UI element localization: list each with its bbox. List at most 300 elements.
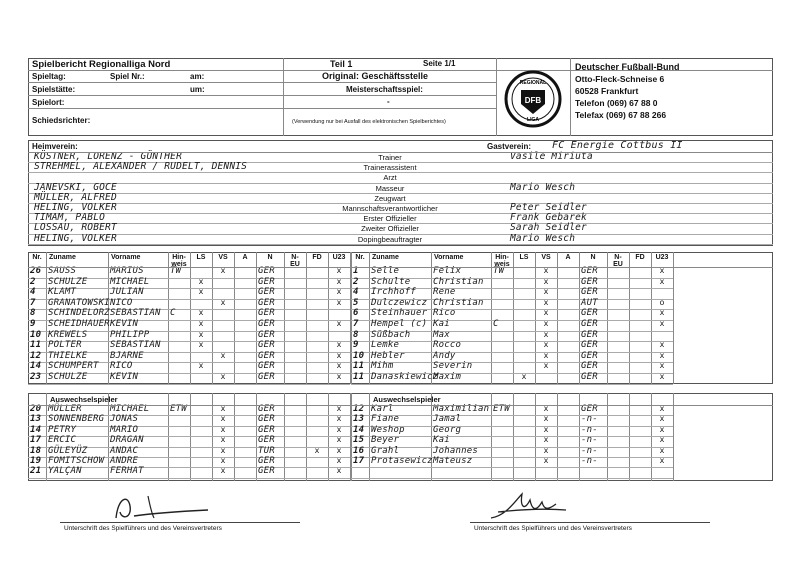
officials-header-line — [28, 152, 773, 153]
home-player-zuname: SCHUMPERT — [48, 361, 99, 372]
home-player-ls: x — [198, 319, 204, 328]
home-player-n: GER — [258, 276, 275, 287]
col-line — [369, 252, 370, 384]
home-player-vorname: DRAGAN — [110, 435, 144, 446]
col-line — [491, 252, 492, 384]
away-player-vorname: Kai — [433, 435, 450, 446]
home-player-fd: x — [314, 445, 320, 455]
home-player-vs: x — [220, 266, 226, 275]
away-player-u23: x — [659, 350, 665, 360]
col-header-hinweis: Hin- weis — [494, 254, 510, 268]
dfb-phone: Telefon (069) 67 88 0 — [575, 98, 658, 108]
dfb-street: Otto-Fleck-Schneise 6 — [575, 74, 665, 84]
away-official: Mario Wesch — [510, 181, 576, 193]
away-player-u23: x — [659, 266, 665, 275]
home-player-vorname: NICO — [110, 297, 133, 308]
col-line — [351, 252, 352, 384]
home-player-zuname: KLAMT — [48, 287, 77, 298]
away-player-u23: x — [659, 308, 665, 318]
home-player-n: GER — [258, 350, 275, 361]
home-player-nr: 4 — [30, 287, 36, 298]
home-player-vs: x — [220, 466, 226, 476]
away-player-n: GER — [581, 350, 598, 361]
home-player-ls: x — [198, 340, 204, 350]
col-line — [629, 252, 630, 384]
away-player-u23: x — [659, 445, 665, 455]
away-player-vs: x — [543, 424, 549, 434]
home-player-nr: 9 — [30, 319, 36, 329]
col-header-vs: VS — [218, 254, 228, 261]
home-player-vs: x — [220, 456, 226, 465]
logo-letters: DFB — [524, 96, 542, 105]
home-player-n: GER — [258, 404, 275, 414]
away-player-nr: 15 — [353, 435, 365, 446]
away-player-vorname: Rene — [433, 287, 456, 298]
heimverein-label: Heimverein: — [32, 142, 78, 151]
away-official: Vasile Miriuta — [510, 151, 593, 162]
home-player-vorname: JULIAN — [110, 287, 144, 298]
home-player-n: GER — [258, 340, 275, 351]
away-player-zuname: Süßbach — [371, 329, 411, 340]
official-role: Masseur — [375, 183, 405, 193]
col-header-neu: N- EU — [613, 254, 623, 268]
home-player-n: GER — [258, 329, 275, 340]
away-player-zuname: Hebler — [371, 350, 405, 361]
dash-label: - — [387, 97, 390, 106]
home-player-zuname: SCHEIDHAUER — [48, 319, 110, 329]
row-line — [351, 467, 673, 468]
away-player-vs: x — [543, 308, 549, 318]
home-player-u23: x — [336, 424, 342, 434]
home-player-ls: x — [198, 329, 204, 339]
home-player-ls: x — [198, 276, 204, 286]
home-player-vs: x — [220, 404, 226, 413]
away-player-nr: 17 — [353, 456, 365, 466]
away-player-vorname: Maxim — [433, 372, 462, 382]
home-player-vs: x — [220, 424, 226, 434]
away-player-zuname: Steinhauer — [371, 308, 428, 319]
away-player-nr: 9 — [353, 340, 359, 351]
row-line — [351, 436, 673, 437]
away-player-u23: x — [659, 424, 665, 434]
away-player-vorname: Severin — [433, 361, 473, 372]
away-player-ls: x — [521, 372, 527, 381]
home-player-nr: 23 — [30, 372, 42, 382]
away-player-n: GER — [581, 308, 598, 319]
away-player-vorname: Max — [433, 329, 450, 340]
home-official: HELING, VOLKER — [34, 232, 117, 244]
away-player-nr: 5 — [353, 297, 359, 308]
home-player-hinweis: C — [170, 308, 176, 319]
home-player-u23: x — [336, 266, 342, 275]
away-player-vorname: Rocco — [433, 340, 462, 351]
home-player-vorname: JONAS — [110, 414, 139, 425]
home-player-u23: x — [336, 276, 342, 286]
meisterschaft-label: Meisterschaftsspiel: — [346, 85, 423, 94]
away-player-zuname: Beyer — [371, 435, 400, 446]
away-player-u23: x — [659, 404, 665, 413]
home-player-n: GER — [258, 319, 275, 329]
away-player-nr: 12 — [353, 404, 365, 414]
officials-row-line — [28, 244, 773, 245]
home-player-vorname: ANDRE — [110, 456, 139, 466]
away-player-vorname: Georg — [433, 424, 462, 435]
col-header-n: N — [267, 254, 273, 261]
home-player-vorname: SEBASTIAN — [110, 308, 161, 319]
home-player-nr: 2 — [30, 276, 36, 287]
home-player-n: GER — [258, 287, 275, 298]
home-player-u23: x — [336, 319, 342, 328]
home-player-zuname: GRANATOWSKI — [48, 297, 110, 308]
row-line — [28, 426, 350, 427]
home-player-vorname: KEVIN — [110, 319, 139, 329]
away-player-nr: 1 — [353, 266, 359, 276]
home-player-vorname: MARIUS — [110, 266, 144, 276]
away-player-n: -n- — [581, 424, 598, 435]
away-player-vs: x — [543, 319, 549, 328]
away-official: Frank Gebarek — [510, 212, 587, 224]
row-line — [351, 341, 673, 342]
home-player-ls: x — [198, 361, 204, 371]
home-player-u23: x — [336, 404, 342, 413]
away-player-nr: 13 — [353, 414, 365, 425]
home-player-vs: x — [220, 435, 226, 445]
away-player-vorname: Maximilian — [433, 404, 490, 414]
away-official: Sarah Seidler — [510, 222, 587, 234]
home-player-vorname: ANDAC — [110, 445, 139, 456]
home-official: LOSSAU, ROBERT — [34, 222, 117, 234]
away-player-zuname: Hempel (c) — [371, 319, 428, 329]
official-role: Zeugwart — [374, 193, 406, 203]
home-official: STREHMEL, ALEXANDER / RUDELT, DENNIS — [34, 161, 248, 173]
col-header-u23: U23 — [655, 254, 669, 261]
home-player-u23: x — [336, 361, 342, 371]
row-line — [351, 415, 673, 416]
home-player-nr: 11 — [30, 340, 42, 351]
away-player-n: GER — [581, 329, 598, 340]
dfb-name: Deutscher Fußball-Bund — [575, 62, 680, 72]
col-header-vorname: Vorname — [111, 254, 141, 261]
away-player-nr: 4 — [353, 287, 359, 298]
away-player-nr: 11 — [353, 372, 365, 382]
away-player-vorname: Andy — [433, 350, 456, 361]
home-player-vs: x — [220, 350, 226, 360]
home-player-nr: 14 — [30, 424, 42, 435]
away-player-vorname: Jamal — [433, 414, 462, 425]
col-header-fd: FD — [635, 254, 645, 261]
home-player-u23: x — [336, 350, 342, 360]
away-player-vs: x — [543, 287, 549, 297]
home-player-zuname: FOMITSCHOW — [48, 456, 105, 466]
away-player-vs: x — [543, 297, 549, 307]
away-player-n: GER — [581, 287, 598, 298]
away-player-n: -n- — [581, 445, 598, 456]
col-header-fd: FD — [312, 254, 322, 261]
away-player-zuname: Mihm — [371, 361, 394, 372]
col-line — [256, 252, 257, 384]
away-player-n: GER — [581, 276, 598, 287]
col-header-nr: Nr. — [355, 254, 365, 261]
away-player-zuname: Karl — [371, 404, 394, 414]
home-player-u23: x — [336, 372, 342, 381]
home-player-u23: x — [336, 456, 342, 465]
away-player-zuname: Selle — [371, 266, 400, 276]
spiel-nr-label: Spiel Nr.: — [110, 72, 145, 81]
home-player-n: GER — [258, 414, 275, 425]
away-player-n: -n- — [581, 435, 598, 446]
home-player-nr: 19 — [30, 456, 42, 466]
home-player-vs: x — [220, 372, 226, 381]
home-player-zuname: YALÇAN — [48, 466, 82, 477]
home-player-n: GER — [258, 266, 275, 276]
home-player-nr: 8 — [30, 308, 36, 319]
away-player-n: GER — [581, 372, 598, 382]
away-player-nr: 10 — [353, 350, 365, 361]
col-header-a: A — [242, 254, 248, 261]
home-player-n: GER — [258, 466, 275, 477]
home-player-nr: 10 — [30, 329, 42, 340]
home-player-zuname: MÜLLER — [48, 404, 82, 414]
away-official: Peter Seidler — [510, 202, 587, 213]
away-player-nr: 7 — [353, 319, 359, 329]
away-player-u23: x — [659, 372, 665, 381]
away-player-zuname: Weshop — [371, 424, 405, 435]
home-player-vorname: RICO — [110, 361, 133, 372]
home-player-n: GER — [258, 424, 275, 435]
home-official: MÜLLER, ALFRED — [34, 191, 117, 203]
away-player-zuname: Grahl — [371, 445, 400, 456]
row-line — [351, 447, 673, 448]
away-player-n: -n- — [581, 414, 598, 425]
away-player-u23: x — [659, 456, 665, 465]
home-player-zuname: POLTER — [48, 340, 82, 351]
col-header-ls: LS — [196, 254, 206, 261]
away-player-hinweis: ETW — [493, 404, 510, 414]
home-player-nr: 13 — [30, 414, 42, 425]
col-header-vorname: Vorname — [434, 254, 464, 261]
col-line — [284, 252, 285, 384]
row-line — [28, 436, 350, 437]
away-player-vs: x — [543, 414, 549, 424]
home-player-vorname: MICHAEL — [110, 276, 150, 287]
official-role: Trainerassistent — [363, 163, 417, 173]
home-player-zuname: SCHULZE — [48, 372, 88, 382]
home-player-zuname: SCHULZE — [48, 276, 88, 287]
home-player-u23: x — [336, 297, 342, 307]
away-official: Mario Wesch — [510, 232, 576, 244]
col-header-ls: LS — [519, 254, 529, 261]
col-header-zuname: Zuname — [372, 254, 399, 261]
away-player-nr: 8 — [353, 329, 359, 340]
away-player-zuname: Lemke — [371, 340, 400, 351]
home-official: KÖSTNER, LORENZ - GÜNTHER — [34, 151, 182, 162]
home-player-u23: x — [336, 340, 342, 350]
row-line — [28, 288, 350, 289]
row-line — [351, 362, 673, 363]
official-role: Arzt — [383, 173, 397, 183]
home-official: JANEVSKI, GOCE — [34, 181, 117, 193]
home-player-n: GER — [258, 297, 275, 308]
home-player-u23: x — [336, 435, 342, 445]
home-player-u23: x — [336, 466, 342, 476]
table-header-line — [28, 267, 773, 268]
col-header-neu: N- EU — [290, 254, 300, 268]
home-player-vs: x — [220, 297, 226, 307]
col-header-n: N — [590, 254, 596, 261]
away-player-vorname: Christian — [433, 276, 484, 287]
dfb-logo — [504, 70, 562, 128]
seite-label: Seite 1/1 — [423, 59, 456, 68]
row-line — [28, 384, 350, 385]
home-player-vorname: KEVIN — [110, 372, 139, 382]
home-player-vorname: SEBASTIAN — [110, 340, 161, 351]
home-player-nr: 14 — [30, 361, 42, 372]
home-player-nr: 26 — [30, 266, 42, 276]
home-player-hinweis: ETW — [170, 404, 187, 414]
col-header-vs: VS — [541, 254, 551, 261]
home-player-nr: 17 — [30, 435, 42, 446]
col-line — [431, 252, 432, 384]
away-player-vs: x — [543, 456, 549, 465]
home-player-vorname: PHILIPP — [110, 329, 150, 340]
home-player-ls: x — [198, 287, 204, 297]
col-line — [579, 252, 580, 384]
col-line — [513, 252, 514, 384]
away-player-u23: x — [659, 435, 665, 445]
home-player-u23: x — [336, 414, 342, 424]
away-player-vorname: Kai — [433, 319, 450, 329]
original-label: Original: Geschäftsstelle — [322, 71, 429, 81]
away-player-n: GER — [581, 404, 598, 414]
col-header-zuname: Zuname — [49, 254, 76, 261]
away-player-n: AUT — [581, 297, 598, 308]
away-player-n: GER — [581, 319, 598, 329]
away-player-vs: x — [543, 445, 549, 455]
away-player-zuname: Fiane — [371, 414, 400, 425]
home-player-nr: 7 — [30, 297, 36, 308]
home-official: TIMAM, PABLO — [34, 212, 106, 224]
spieltag-label: Spieltag: — [32, 72, 66, 81]
subs-label: Auswechselspieler — [373, 395, 441, 404]
col-line — [168, 252, 169, 384]
logo-bottom-text: LIGA — [527, 117, 539, 123]
spielort-label: Spielort: — [32, 98, 65, 107]
col-header-nr: Nr. — [32, 254, 42, 261]
table-header-line — [28, 405, 773, 406]
away-player-vs: x — [543, 404, 549, 413]
away-signature-line — [470, 522, 710, 523]
away-signature-caption: Unterschrift des Spielführers und des Vereinsvertreters — [474, 525, 632, 532]
away-player-u23: x — [659, 276, 665, 286]
away-player-zuname: Dulczewicz — [371, 297, 428, 308]
away-player-n: GER — [581, 340, 598, 351]
home-signature-line — [60, 522, 300, 523]
away-player-vorname: Felix — [433, 266, 462, 276]
official-role: Zweiter Offizieller — [361, 224, 419, 234]
away-player-n: GER — [581, 361, 598, 372]
away-player-n: -n- — [581, 456, 598, 466]
away-player-u23: x — [659, 319, 665, 328]
am-label: am: — [190, 72, 205, 81]
home-player-u23: x — [336, 287, 342, 297]
home-player-n: GER — [258, 435, 275, 446]
col-header-u23: U23 — [332, 254, 346, 261]
home-signature-caption: Unterschrift des Spielführers und des Vereinsvertreters — [64, 525, 222, 532]
away-player-nr: 6 — [353, 308, 359, 319]
col-line — [234, 252, 235, 384]
away-player-zuname: Irchhoff — [371, 287, 416, 298]
official-role: Mannschaftsverantwortlicher — [342, 204, 438, 213]
home-player-zuname: PETRY — [48, 424, 77, 435]
away-player-vs: x — [543, 329, 549, 339]
away-player-nr: 14 — [353, 424, 365, 435]
home-player-hinweis: TW — [170, 266, 182, 276]
away-player-vs: x — [543, 276, 549, 286]
home-player-vs: x — [220, 445, 226, 455]
away-player-nr: 11 — [353, 361, 365, 372]
col-line — [673, 393, 674, 481]
home-player-vorname: FERHAT — [110, 466, 144, 477]
away-player-u23: x — [659, 361, 665, 371]
home-player-n: GER — [258, 361, 275, 372]
away-player-hinweis: C — [493, 319, 499, 329]
home-player-n: GER — [258, 456, 275, 466]
away-player-vs: x — [543, 266, 549, 275]
row-line — [351, 478, 673, 479]
col-header-a: A — [565, 254, 571, 261]
col-line — [306, 252, 307, 384]
home-player-nr: 12 — [30, 350, 42, 361]
home-player-ls: x — [198, 308, 204, 318]
home-player-zuname: SCHINDELORZ — [48, 308, 110, 319]
official-role: Dopingbeauftragter — [357, 234, 423, 244]
logo-top-text: REGIONAL — [519, 80, 547, 86]
gastverein-label: Gastverein: — [487, 142, 532, 151]
away-player-vorname: Rico — [433, 308, 456, 319]
usage-note: (Verwendung nur bei Ausfall des elektronischen Spielberichtes) — [292, 119, 446, 125]
away-player-zuname: Protasewicz — [371, 456, 433, 466]
col-line — [607, 252, 608, 384]
um-label: um: — [190, 85, 205, 94]
home-player-vorname: MARIO — [110, 424, 139, 435]
away-player-vs: x — [543, 340, 549, 350]
subs-label: Auswechselspieler — [50, 395, 118, 404]
away-player-zuname: Schulte — [371, 276, 411, 287]
row-line — [28, 478, 350, 479]
col-header-hinweis: Hin- weis — [171, 254, 187, 268]
home-player-zuname: SONNENBERG — [48, 414, 105, 425]
dfb-fax: Telefax (069) 67 88 266 — [575, 110, 667, 120]
away-player-vorname: Christian — [433, 297, 484, 308]
away-player-n: GER — [581, 266, 598, 276]
away-player-vorname: Mateusz — [433, 456, 473, 466]
form-title: Spielbericht Regionalliga Nord — [32, 59, 171, 70]
home-player-u23: x — [336, 445, 342, 455]
home-player-n: GER — [258, 308, 275, 319]
home-player-nr: 20 — [30, 404, 42, 414]
col-line — [46, 252, 47, 384]
col-line — [557, 252, 558, 384]
official-role: Erster Offizieller — [363, 214, 417, 224]
dfb-city: 60528 Frankfurt — [575, 86, 639, 96]
home-player-vorname: MICHAEL — [110, 404, 150, 414]
official-role: Trainer — [378, 153, 402, 162]
gastverein-value: FC Energie Cottbus II — [552, 140, 683, 151]
away-player-u23: x — [659, 414, 665, 424]
away-player-vs: x — [543, 435, 549, 445]
home-player-vs: x — [220, 414, 226, 424]
home-player-zuname: THIELKE — [48, 350, 88, 361]
